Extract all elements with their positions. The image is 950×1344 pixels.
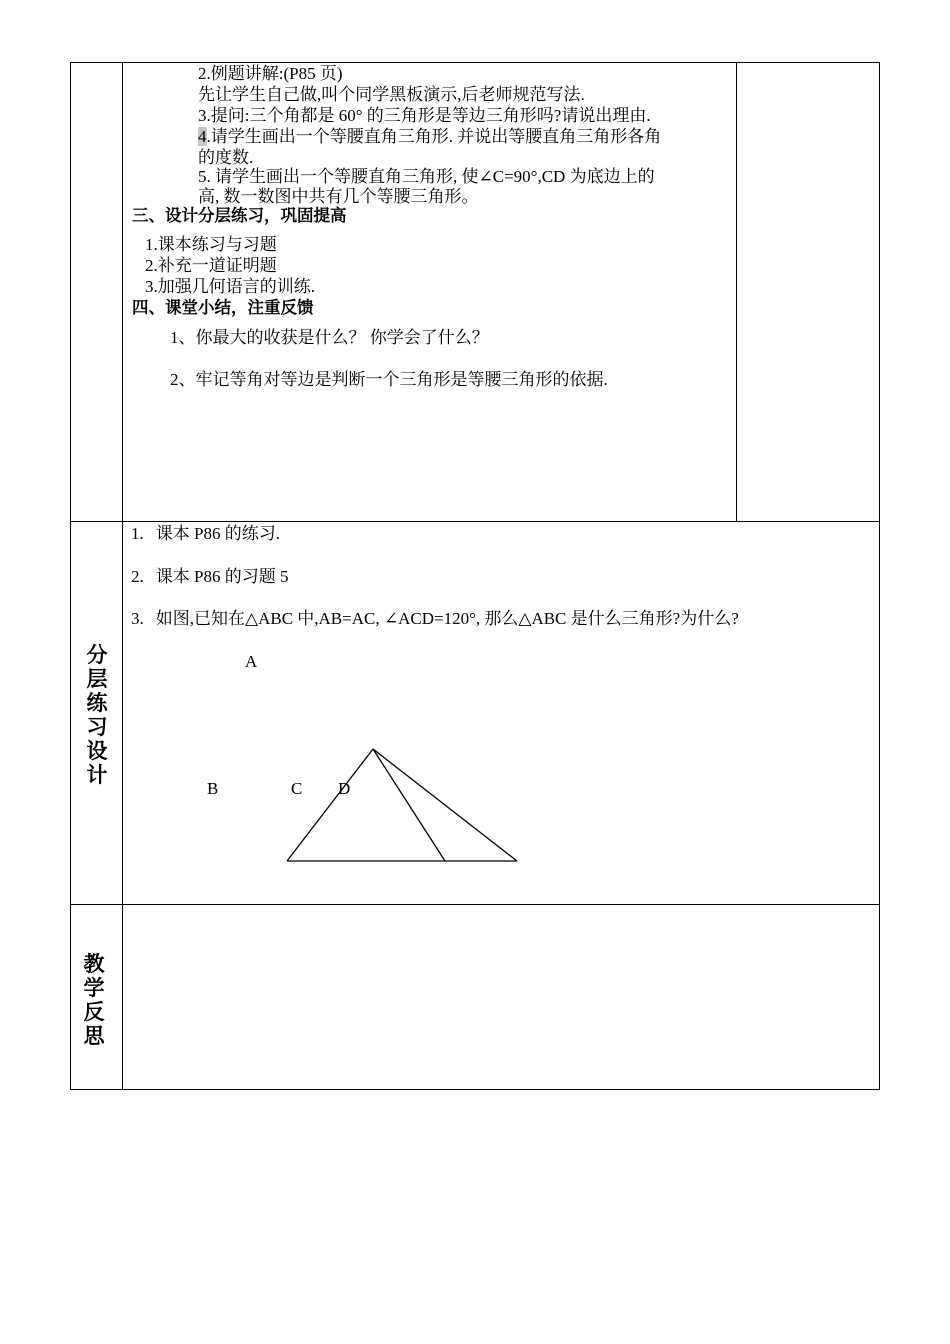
figure-label-a: A — [245, 652, 258, 671]
section-3-heading: 三、设计分层练习，巩固提高 — [132, 206, 347, 225]
question-5-line-2: 高, 数一数图中共有几个等腰三角形。 — [198, 187, 479, 206]
practice-item-2-text: 课本 P86 的习题 5 — [155, 567, 289, 586]
section-3-item-1: 1.课本练习与习题 — [145, 235, 277, 254]
practice-item-3-number: 3. — [131, 609, 144, 628]
figure-label-c: C — [291, 779, 303, 798]
practice-item-1-number: 1. — [131, 524, 144, 543]
layered-practice-label: 分层练习设计 — [86, 643, 108, 787]
example-title: 2.例题讲解:(P85 页) — [198, 64, 343, 83]
reflection-label: 教学反思 — [83, 952, 105, 1048]
figure-line-ab — [287, 749, 373, 861]
figure-line-ad — [373, 749, 517, 861]
question-4-number: 4 — [198, 127, 207, 146]
question-5-line-1: 5. 请学生画出一个等腰直角三角形, 使∠C=90°,CD 为底边上的 — [198, 167, 655, 186]
practice-item-3-text: 如图,已知在△ABC 中,AB=AC, ∠ACD=120°, 那么△ABC 是什么三角形?为什么? — [155, 609, 739, 628]
section-3-item-2: 2.补充一道证明题 — [145, 256, 277, 275]
summary-1: 1、你最大的收获是什么？ 你学会了什么？ — [170, 328, 489, 347]
question-4-continued: 的度数. — [198, 148, 254, 167]
figure-label-b: B — [207, 779, 219, 798]
question-3: 3.提问:三个角都是 60° 的三角形是等边三角形吗?请说出理由. — [198, 106, 651, 125]
figure-label-d: D — [338, 779, 351, 798]
example-method: 先让学生自己做,叫个同学黑板演示,后老师规范写法. — [198, 85, 585, 104]
practice-item-1-text: 课本 P86 的练习. — [155, 524, 280, 543]
question-4-text: .请学生画出一个等腰直角三角形. 并说出等腰直角三角形各角 — [206, 127, 662, 146]
summary-2: 2、牢记等角对等边是判断一个三角形是等腰三角形的依据. — [170, 370, 608, 389]
figure-line-ac — [373, 749, 445, 861]
practice-item-2-number: 2. — [131, 567, 144, 586]
section-4-heading: 四、课堂小结，注重反馈 — [132, 298, 314, 317]
section-3-item-3: 3.加强几何语言的训练. — [145, 277, 315, 296]
